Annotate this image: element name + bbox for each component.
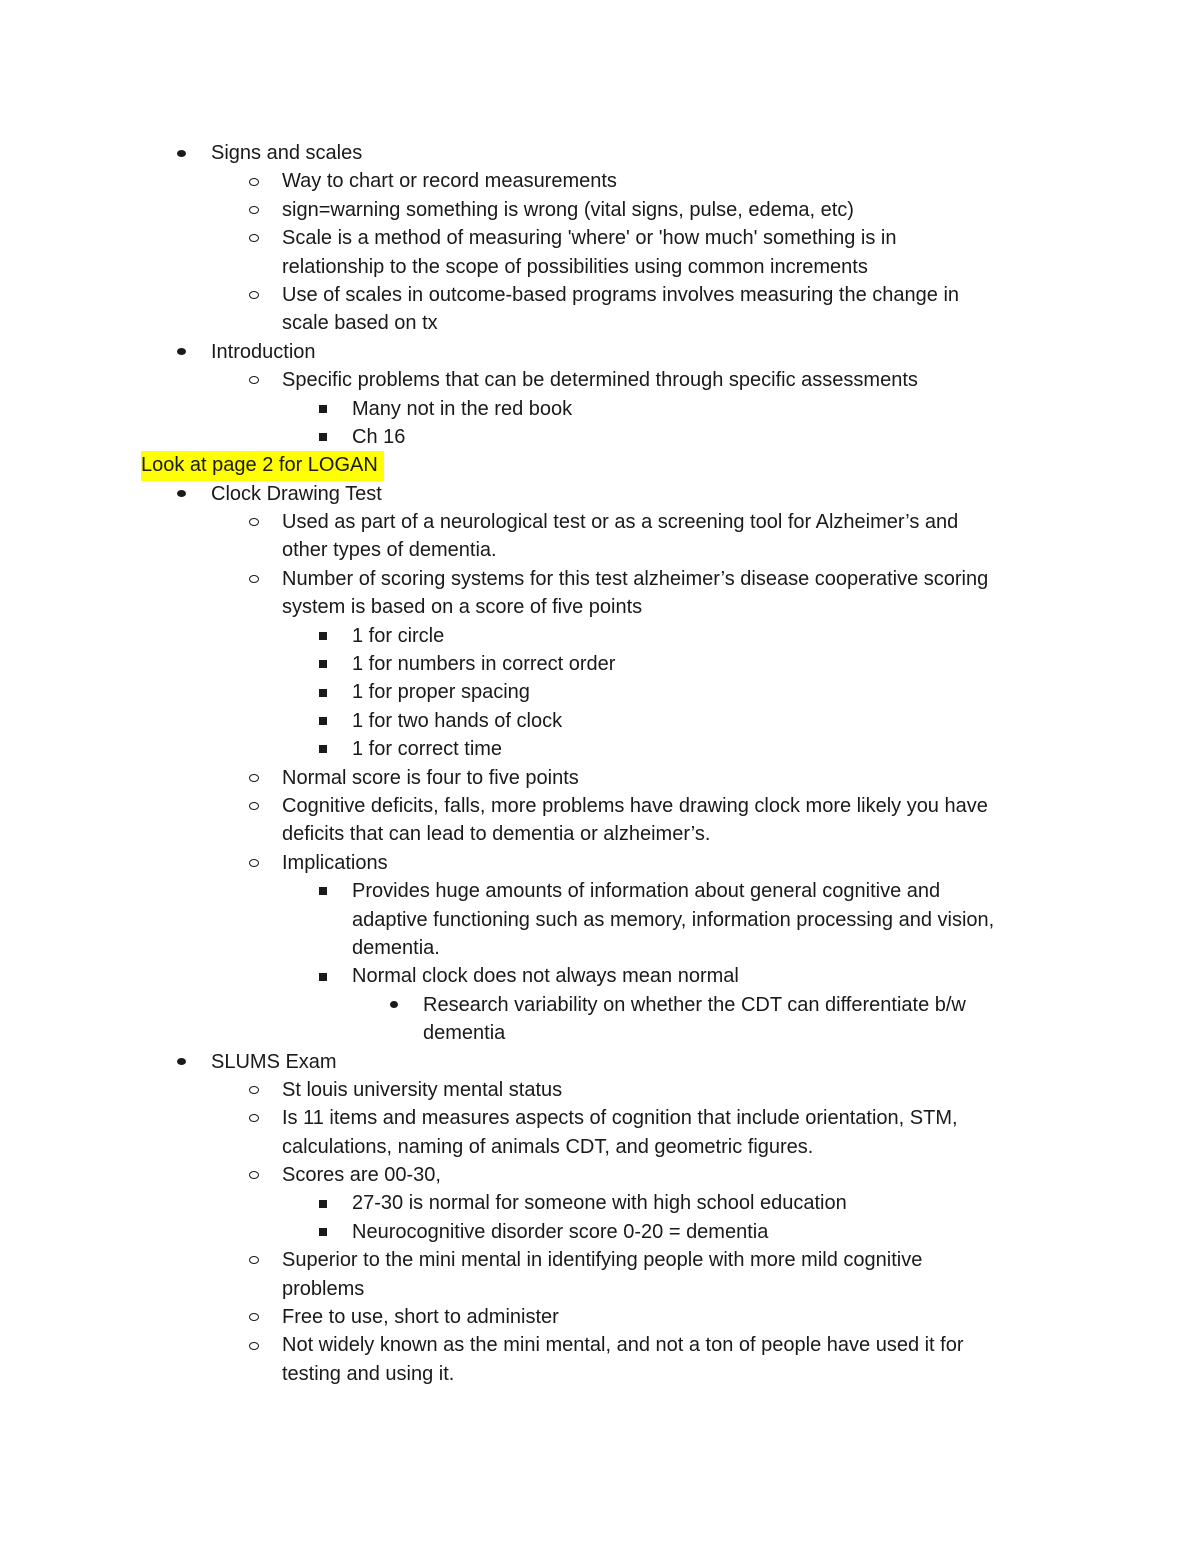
list-item-text: Superior to the mini mental in identifying people with more mild cognitive bbox=[282, 1249, 923, 1272]
list-item bbox=[0, 1048, 1200, 1076]
hollow-circle-bullet-icon bbox=[249, 196, 259, 224]
list-item-text: Cognitive deficits, falls, more problems have drawing clock more likely you have bbox=[282, 794, 988, 817]
list-item bbox=[0, 991, 1200, 1019]
list-item-text: Many not in the red book bbox=[352, 397, 573, 420]
list-item bbox=[0, 281, 1200, 309]
list-item-text: 1 for circle bbox=[352, 624, 445, 647]
list-item bbox=[0, 622, 1200, 650]
list-item-text: other types of dementia. bbox=[282, 539, 497, 562]
hollow-circle-bullet-icon bbox=[249, 792, 259, 820]
list-item bbox=[0, 1161, 1200, 1189]
list-item bbox=[0, 1303, 1200, 1331]
list-item-text: calculations, naming of animals CDT, and geometric figures. bbox=[282, 1135, 814, 1158]
list-item-continuation bbox=[0, 1360, 1200, 1388]
square-bullet-icon bbox=[319, 735, 327, 763]
list-item-text: Way to chart or record measurements bbox=[282, 170, 617, 193]
list-item bbox=[0, 764, 1200, 792]
list-item-continuation bbox=[0, 593, 1200, 621]
list-item-continuation bbox=[0, 934, 1200, 962]
list-item-continuation bbox=[0, 1133, 1200, 1161]
list-item bbox=[0, 338, 1200, 366]
list-item-text: deficits that can lead to dementia or alzheimer’s. bbox=[282, 823, 711, 846]
list-item-continuation bbox=[0, 820, 1200, 848]
square-bullet-icon bbox=[319, 707, 327, 735]
square-bullet-icon bbox=[319, 395, 327, 423]
list-item-text: problems bbox=[282, 1277, 365, 1300]
list-item-text: Free to use, short to administer bbox=[282, 1306, 559, 1329]
hollow-circle-bullet-icon bbox=[249, 1161, 259, 1189]
list-item-text: adaptive functioning such as memory, information processing and vision, bbox=[352, 908, 995, 931]
list-item-text: 1 for two hands of clock bbox=[352, 709, 563, 732]
square-bullet-icon bbox=[319, 1189, 327, 1217]
filled-circle-bullet-icon bbox=[177, 338, 186, 366]
list-item bbox=[0, 508, 1200, 536]
square-bullet-icon bbox=[319, 622, 327, 650]
square-bullet-icon bbox=[319, 962, 327, 990]
hollow-circle-bullet-icon bbox=[249, 224, 259, 252]
filled-circle-bullet-icon bbox=[390, 991, 398, 1019]
list-item bbox=[0, 1104, 1200, 1132]
list-item-text: Neurocognitive disorder score 0-20 = dementia bbox=[352, 1220, 769, 1243]
hollow-circle-bullet-icon bbox=[249, 1331, 259, 1359]
list-item-text: Research variability on whether the CDT can differentiate b/w bbox=[423, 993, 966, 1016]
list-item-continuation bbox=[0, 906, 1200, 934]
section-heading: Signs and scales bbox=[211, 142, 363, 164]
list-item-text: Scale is a method of measuring 'where' or 'how much' something is in bbox=[282, 227, 897, 250]
list-item-text: system is based on a score of five points bbox=[282, 596, 643, 619]
hollow-circle-bullet-icon bbox=[249, 167, 259, 195]
list-item bbox=[0, 849, 1200, 877]
list-item-continuation bbox=[0, 253, 1200, 281]
list-item bbox=[0, 650, 1200, 678]
list-item bbox=[0, 678, 1200, 706]
list-item-text: scale based on tx bbox=[282, 312, 438, 335]
list-item-text: 1 for correct time bbox=[352, 738, 503, 761]
list-item-continuation bbox=[0, 1019, 1200, 1047]
filled-circle-bullet-icon bbox=[177, 480, 186, 508]
list-item-text: Normal score is four to five points bbox=[282, 766, 579, 789]
list-item-text: 27-30 is normal for someone with high school education bbox=[352, 1192, 847, 1215]
hollow-circle-bullet-icon bbox=[249, 849, 259, 877]
list-item-text: 1 for numbers in correct order bbox=[352, 653, 616, 676]
list-item bbox=[0, 167, 1200, 195]
list-item-text: Scores are 00-30, bbox=[282, 1164, 441, 1187]
list-item-text: Number of scoring systems for this test alzheimer’s disease cooperative scoring bbox=[282, 567, 989, 590]
list-item bbox=[0, 792, 1200, 820]
list-item-text: Provides huge amounts of information about general cognitive and bbox=[352, 880, 941, 903]
list-item bbox=[0, 423, 1200, 451]
list-item-text: 1 for proper spacing bbox=[352, 681, 530, 704]
list-item bbox=[0, 565, 1200, 593]
list-item bbox=[0, 480, 1200, 508]
list-item bbox=[0, 224, 1200, 252]
list-item bbox=[0, 877, 1200, 905]
list-item bbox=[0, 196, 1200, 224]
list-item bbox=[0, 1076, 1200, 1104]
list-item bbox=[0, 707, 1200, 735]
square-bullet-icon bbox=[319, 423, 327, 451]
filled-circle-bullet-icon bbox=[177, 139, 186, 167]
square-bullet-icon bbox=[319, 650, 327, 678]
highlight-text: Look at page 2 for LOGAN bbox=[141, 451, 384, 480]
list-item bbox=[0, 139, 1200, 167]
list-item-text: dementia bbox=[423, 1022, 506, 1045]
section-heading: SLUMS Exam bbox=[211, 1050, 337, 1073]
list-item-text: Implications bbox=[282, 851, 388, 874]
list-item-text: St louis university mental status bbox=[282, 1078, 563, 1101]
list-item bbox=[0, 366, 1200, 394]
hollow-circle-bullet-icon bbox=[249, 1104, 259, 1132]
hollow-circle-bullet-icon bbox=[249, 366, 259, 394]
list-item-text: sign=warning something is wrong (vital signs, pulse, edema, etc) bbox=[282, 198, 854, 221]
list-item-text: testing and using it. bbox=[282, 1362, 455, 1385]
list-item-text: Is 11 items and measures aspects of cognition that include orientation, STM, bbox=[282, 1107, 958, 1130]
hollow-circle-bullet-icon bbox=[249, 1303, 259, 1331]
list-item-continuation bbox=[0, 536, 1200, 564]
hollow-circle-bullet-icon bbox=[249, 1076, 259, 1104]
list-item bbox=[0, 1218, 1200, 1246]
list-item-text: Used as part of a neurological test or as a screening tool for Alzheimer’s and bbox=[282, 511, 959, 534]
list-item bbox=[0, 1189, 1200, 1217]
hollow-circle-bullet-icon bbox=[249, 281, 259, 309]
list-item bbox=[0, 735, 1200, 763]
list-item bbox=[0, 395, 1200, 423]
section-heading: Clock Drawing Test bbox=[211, 482, 382, 505]
list-item bbox=[0, 1331, 1200, 1359]
list-item-text: Use of scales in outcome-based programs involves measuring the change in bbox=[282, 283, 960, 306]
hollow-circle-bullet-icon bbox=[249, 764, 259, 792]
list-item-text: relationship to the scope of possibilities using common increments bbox=[282, 255, 868, 278]
list-item-text: Ch 16 bbox=[352, 425, 406, 448]
list-item-text: Specific problems that can be determined through specific assessments bbox=[282, 369, 918, 392]
square-bullet-icon bbox=[319, 877, 327, 905]
hollow-circle-bullet-icon bbox=[249, 565, 259, 593]
hollow-circle-bullet-icon bbox=[249, 508, 259, 536]
list-item-text: Not widely known as the mini mental, and not a ton of people have used it for bbox=[282, 1334, 964, 1357]
list-item bbox=[0, 962, 1200, 990]
list-item bbox=[0, 1246, 1200, 1274]
list-item-continuation bbox=[0, 1275, 1200, 1303]
section-heading: Introduction bbox=[211, 340, 316, 363]
highlighted-note bbox=[0, 451, 1200, 479]
document-page bbox=[0, 139, 1200, 1388]
list-item-text: Normal clock does not always mean normal bbox=[352, 965, 739, 988]
list-item-text: dementia. bbox=[352, 936, 440, 959]
square-bullet-icon bbox=[319, 1218, 327, 1246]
list-item-continuation bbox=[0, 309, 1200, 337]
square-bullet-icon bbox=[319, 678, 327, 706]
hollow-circle-bullet-icon bbox=[249, 1246, 259, 1274]
filled-circle-bullet-icon bbox=[177, 1048, 186, 1076]
